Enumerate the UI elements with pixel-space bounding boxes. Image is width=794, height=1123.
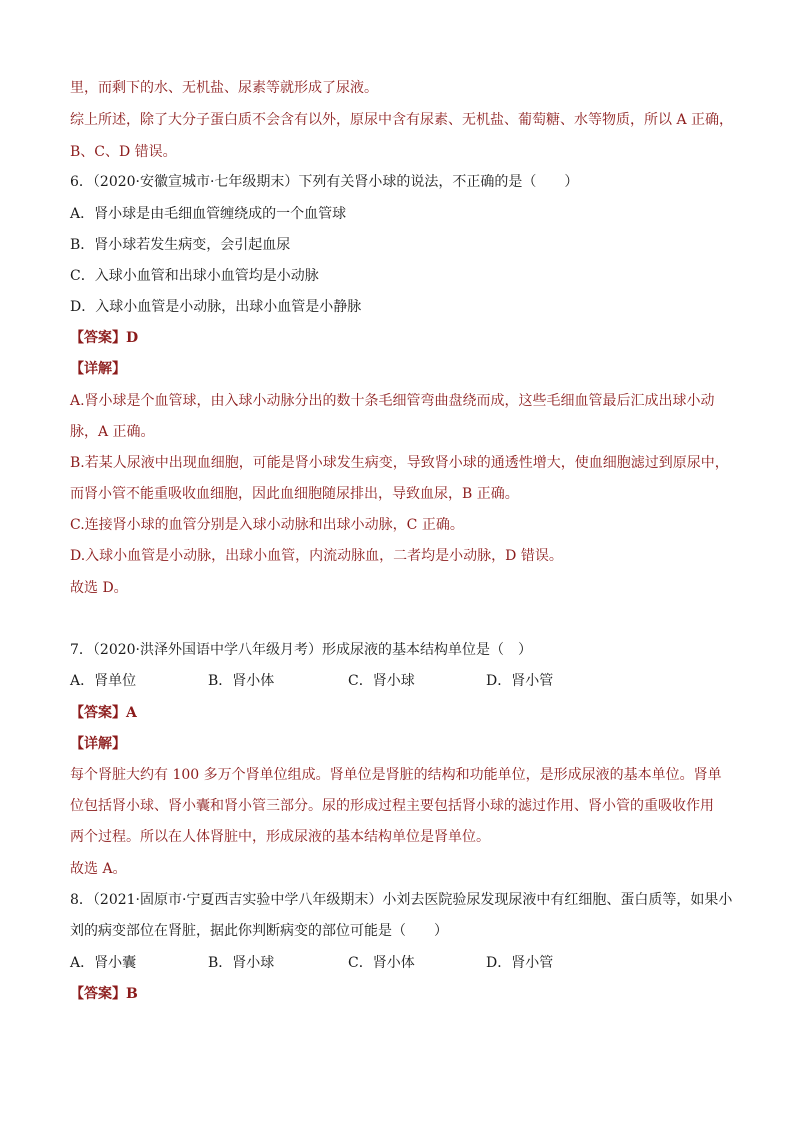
question-8-answer: 【答案】B (70, 986, 138, 1002)
question-8-option-d: D．肾小管 (486, 955, 554, 971)
question-6-detail-label: 【详解】 (70, 361, 126, 377)
question-6-explanation-line: C.连接肾小球的血管分别是入球小动脉和出球小动脉，C 正确。 (70, 517, 464, 533)
question-6-explanation-line: 而肾小管不能重吸收血细胞，因此血细胞随尿排出，导致血尿，B 正确。 (70, 486, 519, 502)
explanation-line: B、C、D 错误。 (70, 144, 177, 160)
question-6-explanation-line: 脉，A 正确。 (70, 424, 155, 440)
question-6-explanation-line: D.入球小血管是小动脉，出球小血管，内流动脉血，二者均是小动脉，D 错误。 (70, 548, 563, 564)
question-6-option-c: C．入球小血管和出球小血管均是小动脉 (70, 268, 319, 284)
question-7-option-b: B．肾小体 (208, 673, 275, 689)
explanation-line: 里，而剩下的水、无机盐、尿素等就形成了尿液。 (70, 80, 378, 96)
question-6-explanation-line: B.若某人尿液中出现血细胞，可能是肾小球发生病变，导致肾小球的通透性增大，使血细胞滤过到原尿中， (70, 455, 729, 471)
question-6-explanation-line: A.肾小球是个血管球，由入球小动脉分出的数十条毛细管弯曲盘绕而成，这些毛细血管最后汇成出球小动 (70, 393, 715, 409)
question-7-option-d: D．肾小管 (486, 673, 554, 689)
question-7-option-a: A．肾单位 (70, 673, 137, 689)
question-8-stem: 刘的病变部位在肾脏，据此你判断病变的部位可能是（ ） (70, 923, 448, 939)
question-7-option-c: C．肾小球 (348, 673, 415, 689)
question-7-explanation-line: 位包括肾小球、肾小囊和肾小管三部分。尿的形成过程主要包括肾小球的滤过作用、肾小管的重吸收作用 (70, 798, 714, 814)
question-7-explanation-line: 两个过程。所以在人体肾脏中，形成尿液的基本结构单位是肾单位。 (70, 829, 490, 845)
question-7-stem: 7．（2020·洪泽外国语中学八年级月考）形成尿液的基本结构单位是（ ） (70, 642, 532, 658)
question-6-explanation-line: 故选 D。 (70, 580, 128, 596)
question-8-option-a: A．肾小囊 (70, 955, 137, 971)
question-6-option-a: A．肾小球是由毛细血管缠绕成的一个血管球 (70, 206, 347, 222)
question-8-option-b: B．肾小球 (208, 955, 275, 971)
question-7-explanation-line: 每个肾脏大约有 100 多万个肾单位组成。肾单位是肾脏的结构和功能单位，是形成尿液的基本单位。肾单 (70, 767, 722, 783)
question-6-answer: 【答案】D (70, 330, 139, 346)
question-6-option-d: D．入球小血管是小动脉，出球小血管是小静脉 (70, 299, 362, 315)
explanation-line: 综上所述，除了大分子蛋白质不会含有以外，原尿中含有尿素、无机盐、葡萄糖、水等物质，所以 A 正确， (70, 112, 734, 128)
question-8-stem: 8．（2021·固原市·宁夏西吉实验中学八年级期末）小刘去医院验尿发现尿液中有红细胞、蛋白质等，如果小 (70, 892, 733, 908)
question-8-option-c: C．肾小体 (348, 955, 415, 971)
question-7-answer: 【答案】A (70, 705, 137, 721)
question-7-detail-label: 【详解】 (70, 736, 126, 752)
question-6-option-b: B．肾小球若发生病变，会引起血尿 (70, 237, 291, 253)
question-7-explanation-line: 故选 A。 (70, 861, 127, 877)
question-6-stem: 6．（2020·安徽宣城市·七年级期末）下列有关肾小球的说法，不正确的是（ ） (70, 174, 579, 190)
